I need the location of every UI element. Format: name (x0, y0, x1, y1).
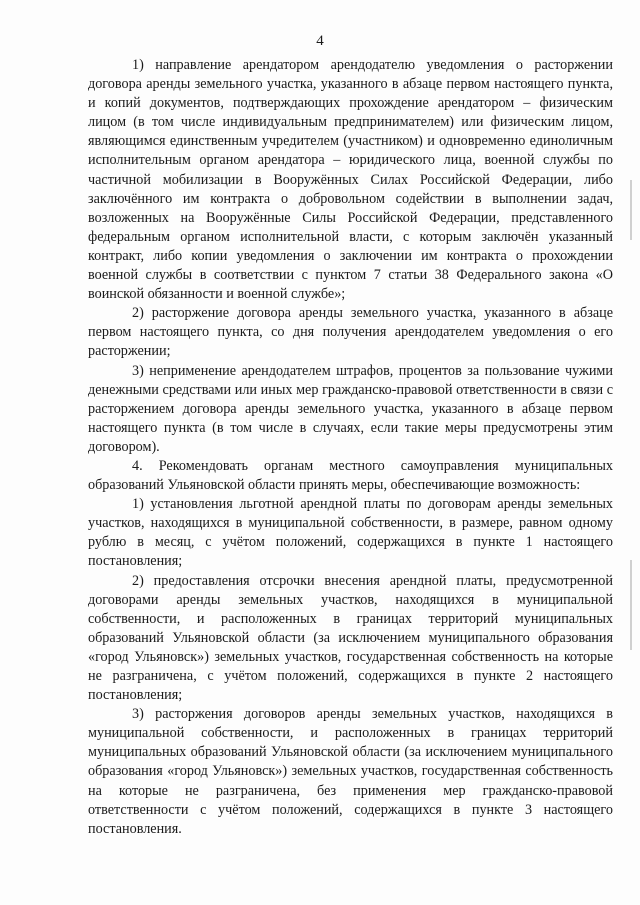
paragraph-1-3: 3) неприменение арендодателем штрафов, процентов за пользование чужими денежными средствами или иных мер гражданско-правовой ответственности в связи с расторжением договора аренды земельного участка, указанного в абзаце первом настоящего пункта (в том числе в случаях, если такие меры предусмотрены этим договором). (88, 362, 613, 455)
scan-edge-mark (630, 180, 632, 240)
paragraph-1-1: 1) направление арендатором арендодателю уведомления о расторжении договора аренды земельного участка, указанного в абзаце первом настоящего пункта, и копий документов, подтверждающих прохождение арендатором – физическим лицом (в том числе индивидуальным предпринимателем) или физическим лицом, являющимся единственным учредителем (участником) и одновременно единоличным исполнительным органом арендатора – юридического лица, военной службы по частичной мобилизации в Вооружённых Силах Российской Федерации, либо заключённого им контракта о добровольном содействии в выполнении задач, возложенных на Вооружённые Силы Российской Федерации, представленного федеральным органом исполнительной власти, с которым заключён указанный контракт, либо копии уведомления о заключении им контракта о прохождении военной службы в соответствии с пунктом 7 статьи 38 Федерального закона «О воинской обязанности и военной службе»; (88, 57, 613, 303)
scan-edge-mark (630, 560, 632, 650)
document-body (88, 56, 613, 839)
paragraph-4-2: 2) предоставления отсрочки внесения арендной платы, предусмотренной договорами аренды земельных участков, находящихся в муниципальной собственности, и расположенных в границах территорий муниципальных образований Ульяновской области (за исключением муниципального образования «город Ульяновск») земельных участков, государственная собственность на которые не разграничена, с учётом положений, содержащихся в пункте 2 настоящего постановления; (88, 572, 613, 704)
page-number: 4 (316, 33, 324, 49)
paragraph-4-3: 3) расторжения договоров аренды земельных участков, находящихся в муниципальной собственности, и расположенных в границах территорий муниципальных образований Ульяновской области (за исключением муниципального образования «город Ульяновск») земельных участков, государственная собственность на которые не разграничена, без применения мер гражданско-правовой ответственности с учётом положений, содержащихся в пункте 3 настоящего постановления. (88, 706, 613, 837)
paragraph-4-1: 1) установления льготной арендной платы по договорам аренды земельных участков, находящихся в муниципальной собственности, в размере, равном одному рублю в месяц, с учётом положений, содержащихся в пункте 1 настоящего постановления; (88, 496, 613, 570)
paragraph-1-2: 2) расторжение договора аренды земельного участка, указанного в абзаце первом настоящего пункта, со дня получения арендодателем уведомления о его расторжении; (88, 305, 613, 360)
paragraph-4: 4. Рекомендовать органам местного самоуправления муниципальных образований Ульяновской области принять меры, обеспечивающие возможность: (88, 457, 613, 494)
